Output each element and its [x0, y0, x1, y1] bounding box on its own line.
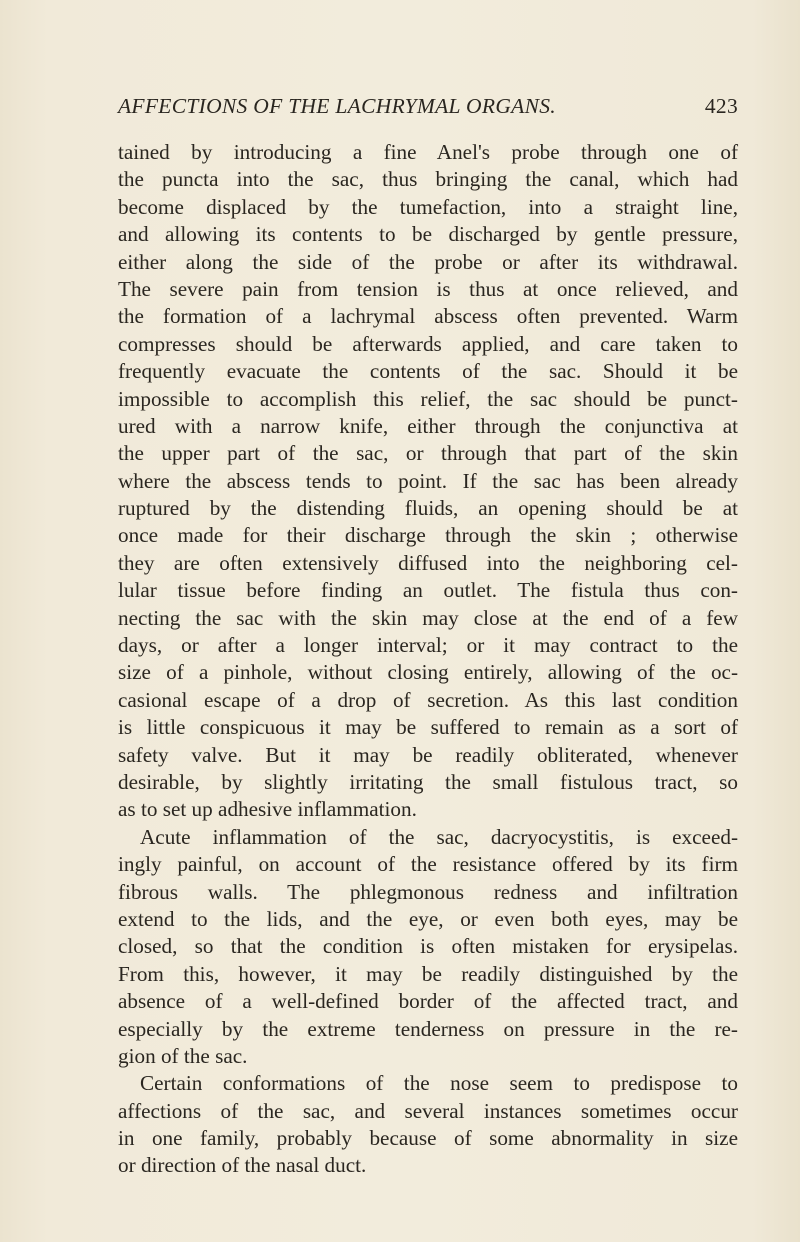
text-line: necting the sac with the skin may close at the end of a few: [118, 605, 738, 630]
text-line: size of a pinhole, without closing entirely, allowing of the oc-: [118, 660, 738, 685]
text-line: closed, so that the condition is often mistaken for erysipelas.: [118, 934, 738, 959]
text-line: compresses should be afterwards applied, and care taken to: [118, 331, 738, 356]
text-line: the formation of a lachrymal abscess often prevented. Warm: [118, 304, 738, 329]
text-line: fibrous walls. The phlegmonous redness and infiltration: [118, 879, 738, 904]
text-line: lular tissue before finding an outlet. The fistula thus con-: [118, 578, 738, 603]
text-line: tained by introducing a fine Anel's probe through one of: [118, 140, 738, 164]
text-line: safety valve. But it may be readily obliterated, whenever: [118, 742, 738, 767]
body-text: [118, 139, 738, 1180]
running-title: AFFECTIONS OF THE LACHRYMAL ORGANS.: [118, 94, 556, 118]
paragraph-first-line: Acute inflammation of the sac, dacryocystitis, is exceed-: [140, 824, 738, 849]
paragraph-end-line: gion of the sac.: [118, 1043, 248, 1068]
text-line: ruptured by the distending fluids, an opening should be at: [118, 496, 738, 521]
paragraph-end-line: or direction of the nasal duct.: [118, 1153, 367, 1178]
text-line: absence of a well-defined border of the affected tract, and: [118, 989, 738, 1014]
text-line: extend to the lids, and the eye, or even both eyes, may be: [118, 906, 738, 931]
text-line: either along the side of the probe or after its withdrawal.: [118, 249, 738, 274]
text-line: desirable, by slightly irritating the small fistulous tract, so: [118, 769, 738, 794]
text-line: frequently evacuate the contents of the sac. Should it be: [118, 359, 738, 384]
text-line: affections of the sac, and several instances sometimes occur: [118, 1098, 738, 1123]
paragraph-first-line: Certain conformations of the nose seem to predispose to: [140, 1071, 738, 1096]
text-line: especially by the extreme tenderness on pressure in the re-: [118, 1016, 738, 1041]
text-line: the upper part of the sac, or through that part of the skin: [118, 441, 738, 466]
text-line: days, or after a longer interval; or it may contract to the: [118, 633, 738, 658]
text-line: they are often extensively diffused into the neighboring cel-: [118, 550, 738, 575]
text-line: impossible to accomplish this relief, the sac should be punct-: [118, 386, 738, 411]
text-line: in one family, probably because of some abnormality in size: [118, 1126, 738, 1151]
text-line: and allowing its contents to be discharged by gentle pressure,: [118, 222, 738, 247]
text-line: casional escape of a drop of secretion. As this last condition: [118, 687, 738, 712]
text-line: the puncta into the sac, thus bringing the canal, which had: [118, 167, 738, 192]
page-header: [118, 94, 738, 130]
paragraph-end-line: as to set up adhesive inflammation.: [118, 797, 417, 822]
text-line: is little conspicuous it may be suffered to remain as a sort of: [118, 715, 738, 740]
text-line: From this, however, it may be readily distinguished by the: [118, 961, 738, 986]
text-line: The severe pain from tension is thus at once relieved, and: [118, 276, 738, 301]
text-line: once made for their discharge through the skin ; otherwise: [118, 523, 738, 548]
text-line: ingly painful, on account of the resistance offered by its firm: [118, 852, 738, 877]
page-number: 423: [704, 94, 738, 118]
text-line: where the abscess tends to point. If the sac has been already: [118, 468, 738, 493]
text-line: become displaced by the tumefaction, into a straight line,: [118, 194, 738, 219]
text-line: ured with a narrow knife, either through the conjunctiva at: [118, 413, 738, 438]
